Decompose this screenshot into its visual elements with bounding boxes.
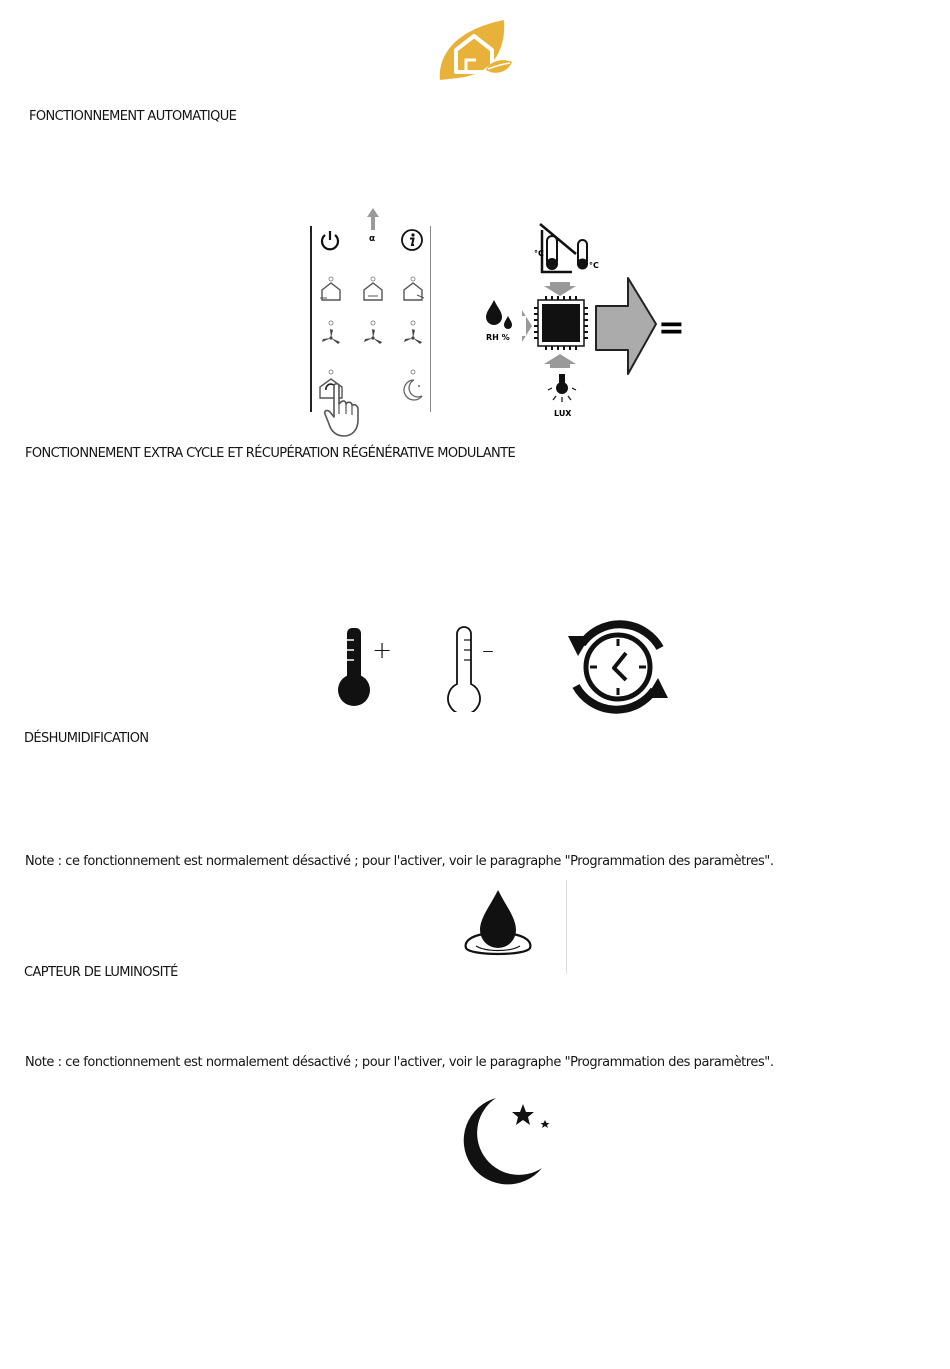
house-mode-3-icon[interactable] xyxy=(400,276,426,304)
equals-sign: = xyxy=(658,308,685,346)
celsius-right-label: °C xyxy=(589,261,599,270)
fan-speed-1-icon[interactable] xyxy=(319,320,343,350)
arrow-right-left xyxy=(522,310,532,342)
arrow-up-bottom xyxy=(544,354,576,368)
plus-sign: + xyxy=(372,636,393,664)
faint-divider xyxy=(566,880,567,974)
lux-label: LUX xyxy=(554,409,572,418)
heading-extra-cycle: FONCTIONNEMENT EXTRA CYCLE ET RÉCUPÉRATION RÉGÉNÉRATIVE MODULANTE xyxy=(25,446,516,461)
moon-stars-icon xyxy=(456,1094,556,1188)
night-mode-icon[interactable] xyxy=(400,368,426,402)
light-bulb-icon xyxy=(548,374,576,402)
extra-cycle-clock-icon xyxy=(560,608,676,726)
heading-dehumidification: DÉSHUMIDIFICATION xyxy=(24,731,149,746)
note-dehumidification: Note : ce fonctionnement est normalement désactivé ; pour l'activer, voir le paragraphe "Programmation des paramètres". xyxy=(25,854,774,869)
house-mode-2-icon[interactable] xyxy=(360,276,386,304)
fan-speed-2-icon[interactable] xyxy=(361,320,385,350)
minus-sign: – xyxy=(482,636,494,664)
control-panel xyxy=(310,206,435,442)
fan-speed-3-icon[interactable] xyxy=(401,320,425,350)
note-light-sensor: Note : ce fonctionnement est normalement désactivé ; pour l'activer, voir le paragraphe "Programmation des paramètres". xyxy=(25,1055,774,1070)
arrow-down-top xyxy=(544,282,576,296)
up-label: α xyxy=(369,234,376,244)
pointing-hand-icon xyxy=(322,382,362,438)
auto-logic-diagram xyxy=(480,220,700,425)
house-leaf-logo xyxy=(436,16,516,84)
outdoor-indoor-thermometer-icon xyxy=(540,224,588,272)
heading-auto: FONCTIONNEMENT AUTOMATIQUE xyxy=(29,109,237,124)
rh-label: RH % xyxy=(486,333,510,342)
house-mode-1-icon[interactable] xyxy=(318,276,344,304)
celsius-left-label: °C xyxy=(534,249,544,258)
big-result-arrow xyxy=(596,278,656,374)
humidity-drops-icon xyxy=(486,300,512,329)
water-drop-icon xyxy=(462,886,534,960)
power-icon[interactable] xyxy=(318,228,342,252)
thermometer-minus-icon xyxy=(440,624,504,712)
panel-left-border xyxy=(310,226,312,412)
heading-light-sensor: CAPTEUR DE LUMINOSITÉ xyxy=(24,965,178,980)
processor-chip-icon xyxy=(534,296,588,350)
info-icon[interactable] xyxy=(400,228,424,252)
panel-right-border xyxy=(430,226,431,412)
